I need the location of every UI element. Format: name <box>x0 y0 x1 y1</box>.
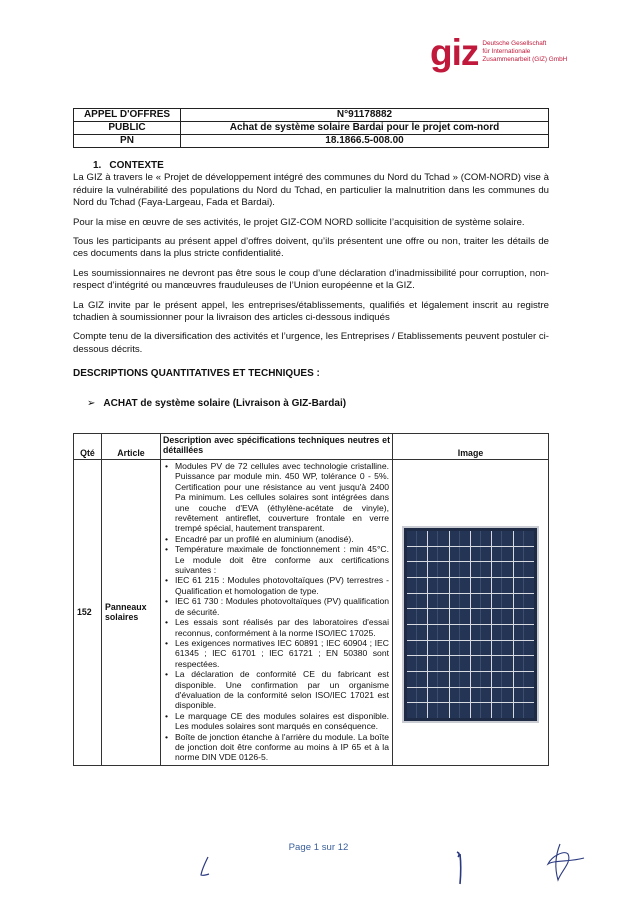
solar-cell <box>492 531 512 546</box>
document-body <box>73 160 549 410</box>
tender-number: N°91178882 <box>181 109 549 122</box>
solar-cell <box>514 562 534 577</box>
solar-cell <box>492 609 512 624</box>
paragraph: La GIZ à travers le « Projet de développement intégré des communes du Nord du Tchad » (COM-NORD) vise à réduire la vulnérabilité des populations du Nord du Tchad, en particulier la malnutrition dans les communes du Nord du Tchad (Faya-Largeau, Fada et Bardai). <box>73 172 549 209</box>
tender-type-label: APPEL D'OFFRES <box>74 109 181 122</box>
solar-cell <box>471 578 491 593</box>
solar-cell <box>514 625 534 640</box>
header-row <box>74 109 549 122</box>
initial-mark-1 <box>196 855 216 879</box>
header-row <box>74 122 549 135</box>
solar-cell <box>450 703 470 718</box>
solar-cell <box>428 656 448 671</box>
spec-item: • Encadré par un profilé en aluminium (anodisé). <box>164 534 389 544</box>
solar-cell <box>492 594 512 609</box>
solar-cell <box>471 688 491 703</box>
section-number: 1. <box>93 160 102 171</box>
solar-cell <box>407 609 427 624</box>
solar-cell <box>428 547 448 562</box>
solar-cell <box>492 656 512 671</box>
solar-cell <box>450 531 470 546</box>
paragraph: Tous les participants au présent appel d’offres doivent, qu’ils présentent une offre ou non, traiter les détails de ces documents dans la plus stricte confidentialité. <box>73 236 549 260</box>
section-heading <box>93 160 549 172</box>
column-header-description: Description avec spécifications techniques neutres et détaillées <box>161 434 393 460</box>
solar-cell <box>514 672 534 687</box>
solar-cell <box>471 547 491 562</box>
solar-cell <box>514 703 534 718</box>
solar-cell <box>492 641 512 656</box>
solar-cell <box>514 531 534 546</box>
solar-panel-cells <box>407 531 534 718</box>
solar-panel-image <box>402 526 539 723</box>
solar-cell <box>471 641 491 656</box>
spec-item: • Modules PV de 72 cellules avec technologie cristalline. Puissance par module min. 450 WP, tolérance 0 - 5%. Certification pour une résistance au vent jusqu'à 2400 Pa minimum. Les cellules solaires sont intégrées dans une couche d'EVA (éthylène-acétate de vinyle), revêtement antireflet, couverture frontale en verre trempé spécial, hautement transparent. <box>164 461 389 534</box>
spec-item: • Boîte de jonction étanche à l'arrière du module. La boîte de jonction doit être conforme au moins à IP 65 et à la norme DIN VDE 0126-5. <box>164 732 389 763</box>
solar-cell <box>514 547 534 562</box>
column-header-image: Image <box>393 434 549 460</box>
solar-cell <box>428 609 448 624</box>
solar-cell <box>514 594 534 609</box>
solar-cell <box>407 578 427 593</box>
solar-cell <box>492 703 512 718</box>
quantity-cell: 152 <box>74 460 102 766</box>
solar-cell <box>471 672 491 687</box>
solar-cell <box>492 625 512 640</box>
spec-item: • Les exigences normatives IEC 60891 ; IEC 60904 ; IEC 61345 ; IEC 61701 ; IEC 61721 ; EN 50380 sont respectées. <box>164 638 389 669</box>
solar-cell <box>450 562 470 577</box>
solar-cell <box>471 609 491 624</box>
solar-cell <box>450 641 470 656</box>
description-cell <box>161 460 393 766</box>
giz-logo-text <box>482 40 567 64</box>
solar-cell <box>514 688 534 703</box>
solar-cell <box>407 641 427 656</box>
logo-line: Zusammenarbeit (GIZ) GmbH <box>482 56 568 63</box>
solar-cell <box>471 703 491 718</box>
solar-cell <box>471 531 491 546</box>
solar-cell <box>428 562 448 577</box>
solar-cell <box>514 609 534 624</box>
spec-table-header-row <box>74 434 549 460</box>
solar-cell <box>471 625 491 640</box>
solar-cell <box>428 703 448 718</box>
giz-logo <box>430 34 567 71</box>
spec-item: • Le marquage CE des modules solaires est disponible. Les modules solaires sont marqués en conséquence. <box>164 711 389 732</box>
solar-cell <box>492 578 512 593</box>
solar-cell <box>407 672 427 687</box>
solar-cell <box>428 578 448 593</box>
pn-label: PN <box>74 135 181 148</box>
paragraph: Pour la mise en œuvre de ses activités, le projet GIZ-COM NORD sollicite l’acquisition de système solaire. <box>73 216 525 228</box>
solar-cell <box>492 688 512 703</box>
spec-item: • IEC 61 215 : Modules photovoltaïques (PV) terrestres - Qualification et homologation de type. <box>164 575 389 596</box>
solar-cell <box>428 625 448 640</box>
solar-cell <box>450 594 470 609</box>
solar-cell <box>471 562 491 577</box>
solar-cell <box>450 578 470 593</box>
table-row <box>74 460 549 766</box>
image-cell <box>393 460 549 766</box>
solar-cell <box>407 656 427 671</box>
solar-cell <box>492 672 512 687</box>
paragraph: Les soumissionnaires ne devront pas être sous le coup d’une déclaration d’inadmissibilité pour corruption, non-respect d’intégrité ou manœuvres frauduleuses de l’Union européenne et la GIZ. <box>73 267 549 292</box>
subsection-title: ACHAT de système solaire (Livraison à GIZ-Bardai) <box>103 397 347 409</box>
solar-cell <box>407 688 427 703</box>
solar-cell <box>428 641 448 656</box>
solar-cell <box>407 703 427 718</box>
spec-item: • Les essais sont réalisés par des laboratoires d'essai reconnus, conformément à la norme ISO/IEC 17025. <box>164 617 389 638</box>
giz-logo-mark: giz <box>430 32 479 73</box>
section-title: CONTEXTE <box>109 160 164 171</box>
tender-header-table <box>73 108 549 148</box>
spec-item: • Température maximale de fonctionnement : min 45°C. Le module doit être conforme aux certifications suivantes : <box>164 544 389 575</box>
solar-cell <box>428 531 448 546</box>
solar-cell <box>450 609 470 624</box>
solar-cell <box>492 547 512 562</box>
spec-table <box>73 433 549 766</box>
column-header-qte: Qté <box>74 434 102 460</box>
solar-cell <box>514 656 534 671</box>
solar-cell <box>407 547 427 562</box>
solar-cell <box>450 672 470 687</box>
solar-cell <box>514 641 534 656</box>
solar-cell <box>471 594 491 609</box>
solar-cell <box>407 625 427 640</box>
article-cell: Panneaux solaires <box>102 460 161 766</box>
solar-cell <box>407 562 427 577</box>
initial-mark-2 <box>450 848 470 888</box>
solar-cell <box>450 688 470 703</box>
solar-cell <box>407 531 427 546</box>
solar-cell <box>428 688 448 703</box>
subsection-heading <box>87 398 549 410</box>
solar-cell <box>428 594 448 609</box>
logo-line: für Internationale <box>482 48 531 55</box>
paragraph: Compte tenu de la diversification des activités et l’urgence, les Entreprises / Etablissements peuvent postuler ci-dessous décrits. <box>73 331 549 355</box>
solar-cell <box>428 672 448 687</box>
solar-cell <box>471 656 491 671</box>
spec-item: • IEC 61 730 : Modules photovoltaïques (PV) qualification de sécurité. <box>164 596 389 617</box>
logo-line: Deutsche Gesellschaft <box>482 40 547 47</box>
pn-number: 18.1866.5-008.00 <box>181 135 549 148</box>
column-header-article: Article <box>102 434 161 460</box>
signature-mark <box>540 840 590 886</box>
tender-title: Achat de système solaire Bardai pour le projet com-nord <box>181 122 549 135</box>
solar-cell <box>450 656 470 671</box>
solar-cell <box>450 547 470 562</box>
paragraph: La GIZ invite par le présent appel, les entreprises/établissements, qualifiés et légalement inscrit au registre tchadien à soumissionner pour la livraison des articles ci-dessous indiqués <box>73 299 549 324</box>
solar-cell <box>407 594 427 609</box>
solar-cell <box>450 625 470 640</box>
spec-list <box>164 461 389 763</box>
tender-type-label-2: PUBLIC <box>74 122 181 135</box>
solar-cell <box>514 578 534 593</box>
spec-item: • La déclaration de conformité CE du fabricant est disponible. Une confirmation par un organisme d'évaluation de la conformité selon ISO/IEC 17021 est disponible. <box>164 669 389 711</box>
arrow-bullet-icon: ➢ <box>87 397 96 409</box>
descriptions-heading: DESCRIPTIONS QUANTITATIVES ET TECHNIQUES : <box>73 368 320 380</box>
solar-cell <box>492 562 512 577</box>
page-number: Page 1 sur 12 <box>288 842 349 853</box>
header-row <box>74 135 549 148</box>
